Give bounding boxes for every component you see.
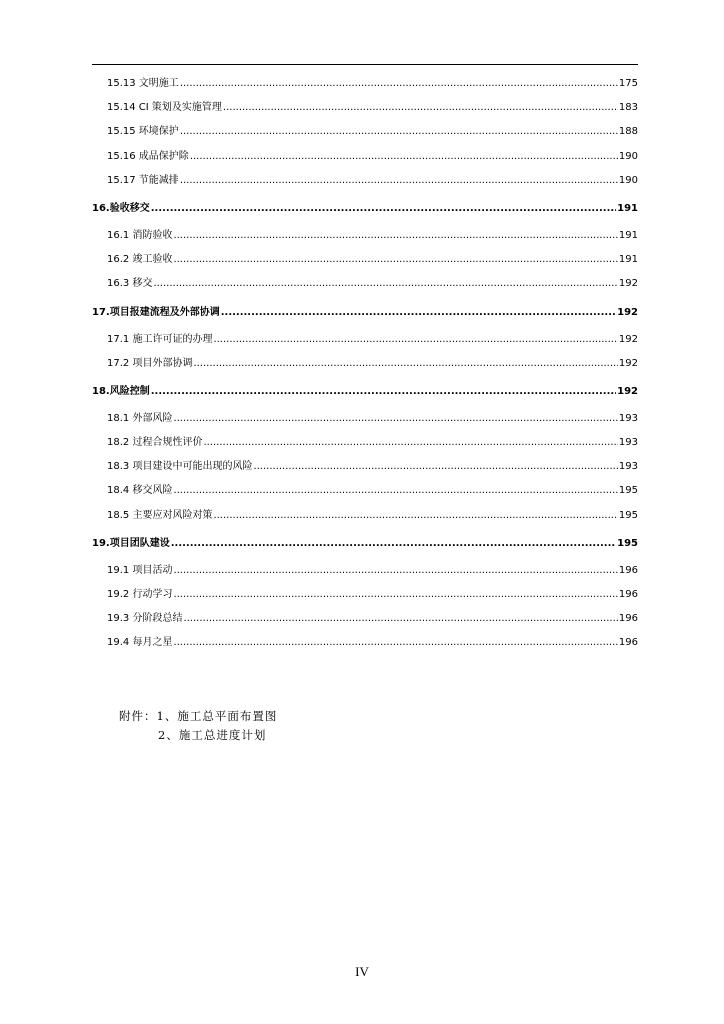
toc-section-entry[interactable]	[92, 479, 638, 503]
toc-entry-title: 15.13 文明施工	[107, 78, 179, 89]
toc-section-entry[interactable]	[92, 120, 638, 144]
toc-entry-title: 15.14 CI 策划及实施管理	[107, 102, 222, 114]
toc-section-entry[interactable]	[92, 96, 638, 120]
dot-leader	[253, 455, 617, 479]
dot-leader	[180, 120, 618, 144]
toc-chapter-entry[interactable]	[92, 528, 638, 559]
toc-entry-page: 196	[618, 613, 638, 625]
toc-section-entry[interactable]	[92, 631, 638, 655]
toc-entry-page: 192	[618, 357, 638, 369]
toc-entry-title: 18.4 移交风险	[107, 485, 173, 497]
toc-entry-page: 191	[618, 254, 638, 266]
toc-entry-title: 17.1 施工许可证的办理	[107, 333, 213, 345]
toc-entry-page: 183	[618, 102, 638, 114]
toc-entry-title: 18.5 主要应对风险对策	[107, 509, 213, 521]
dot-leader	[173, 224, 617, 248]
dot-leader	[223, 96, 618, 120]
toc-section-entry[interactable]	[92, 583, 638, 607]
toc-entry-title: 18.2 过程合规性评价	[107, 437, 203, 449]
dot-leader	[151, 376, 616, 407]
toc-entry-title: 18.1 外部风险	[107, 412, 173, 424]
dot-leader	[213, 328, 617, 352]
dot-leader	[171, 528, 616, 559]
toc-section-entry[interactable]	[92, 248, 638, 272]
dot-leader	[183, 607, 617, 631]
toc-section-entry[interactable]	[92, 169, 638, 193]
toc-entry-title: 17.项目报建流程及外部协调	[92, 306, 220, 318]
toc-entry-page: 196	[618, 589, 638, 600]
toc-entry-title: 18.3 项目建设中可能出现的风险	[107, 461, 253, 473]
toc-section-entry[interactable]	[92, 607, 638, 631]
dot-leader	[173, 559, 617, 583]
toc-entry-page: 175	[618, 78, 638, 89]
toc-entry-title: 19.2 行动学习	[107, 589, 173, 600]
dot-leader	[173, 407, 617, 431]
toc-entry-title: 16.3 移交	[107, 278, 153, 290]
toc-entry-title: 16.2 竣工验收	[107, 254, 173, 266]
toc-entry-page: 193	[618, 461, 638, 473]
toc-section-entry[interactable]	[92, 352, 638, 376]
toc-entry-page: 193	[618, 437, 638, 449]
toc-entry-title: 19.项目团队建设	[92, 537, 170, 549]
toc-entry-page: 190	[618, 174, 638, 186]
toc-entry-title: 18.风险控制	[92, 385, 150, 397]
dot-leader	[180, 169, 618, 193]
toc-entry-title: 19.1 项目活动	[107, 564, 173, 576]
toc-entry-page: 196	[618, 637, 638, 649]
toc-chapter-entry[interactable]	[92, 193, 638, 224]
toc-entry-title: 19.4 每月之星	[107, 637, 173, 649]
dot-leader	[203, 431, 617, 455]
toc-entry-page: 192	[617, 306, 638, 318]
dot-leader	[190, 145, 618, 169]
toc-section-entry[interactable]	[92, 224, 638, 248]
toc-section-entry[interactable]	[92, 504, 638, 528]
dot-leader	[193, 352, 617, 376]
toc-section-entry[interactable]	[92, 431, 638, 455]
dot-leader	[221, 297, 616, 328]
toc-entry-page: 188	[618, 126, 638, 138]
toc-entry-page: 191	[618, 229, 638, 241]
toc-chapter-entry[interactable]	[92, 297, 638, 328]
toc-chapter-entry[interactable]	[92, 376, 638, 407]
header-rule	[92, 64, 638, 65]
toc-entry-title: 15.16 成品保护除	[107, 150, 189, 162]
toc-section-entry[interactable]	[92, 272, 638, 296]
dot-leader	[213, 504, 617, 528]
dot-leader	[180, 72, 618, 96]
toc-entry-title: 16.1 消防验收	[107, 229, 173, 241]
toc-entry-page: 193	[618, 412, 638, 424]
toc-section-entry[interactable]	[92, 72, 638, 96]
dot-leader	[173, 583, 617, 607]
toc-entry-title: 15.15 环境保护	[107, 126, 179, 138]
toc-section-entry[interactable]	[92, 455, 638, 479]
dot-leader	[173, 479, 617, 503]
toc-entry-title: 17.2 项目外部协调	[107, 357, 193, 369]
dot-leader	[153, 272, 617, 296]
toc-entry-page: 192	[617, 385, 638, 397]
toc-section-entry[interactable]	[92, 328, 638, 352]
toc-entry-page: 190	[618, 150, 638, 162]
toc-entry-title: 16.验收移交	[92, 202, 150, 214]
dot-leader	[173, 248, 617, 272]
toc-section-entry[interactable]	[92, 407, 638, 431]
table-of-contents	[92, 72, 638, 656]
toc-entry-page: 192	[618, 333, 638, 345]
page-number: IV	[355, 964, 369, 979]
toc-entry-page: 191	[617, 202, 638, 214]
toc-entry-page: 195	[618, 509, 638, 521]
toc-section-entry[interactable]	[92, 559, 638, 583]
dot-leader	[151, 193, 616, 224]
toc-entry-page: 192	[618, 278, 638, 290]
toc-entry-page: 196	[618, 564, 638, 576]
toc-entry-page: 195	[617, 537, 638, 549]
attachment-line-2: 2、施工总进度计划	[158, 728, 267, 742]
toc-entry-title: 19.3 分阶段总结	[107, 613, 183, 625]
toc-entry-title: 15.17 节能减排	[107, 174, 179, 186]
attachment-line-1: 附件：1、施工总平面布置图	[119, 709, 278, 723]
toc-entry-page: 195	[618, 485, 638, 497]
dot-leader	[173, 631, 617, 655]
toc-section-entry[interactable]	[92, 145, 638, 169]
